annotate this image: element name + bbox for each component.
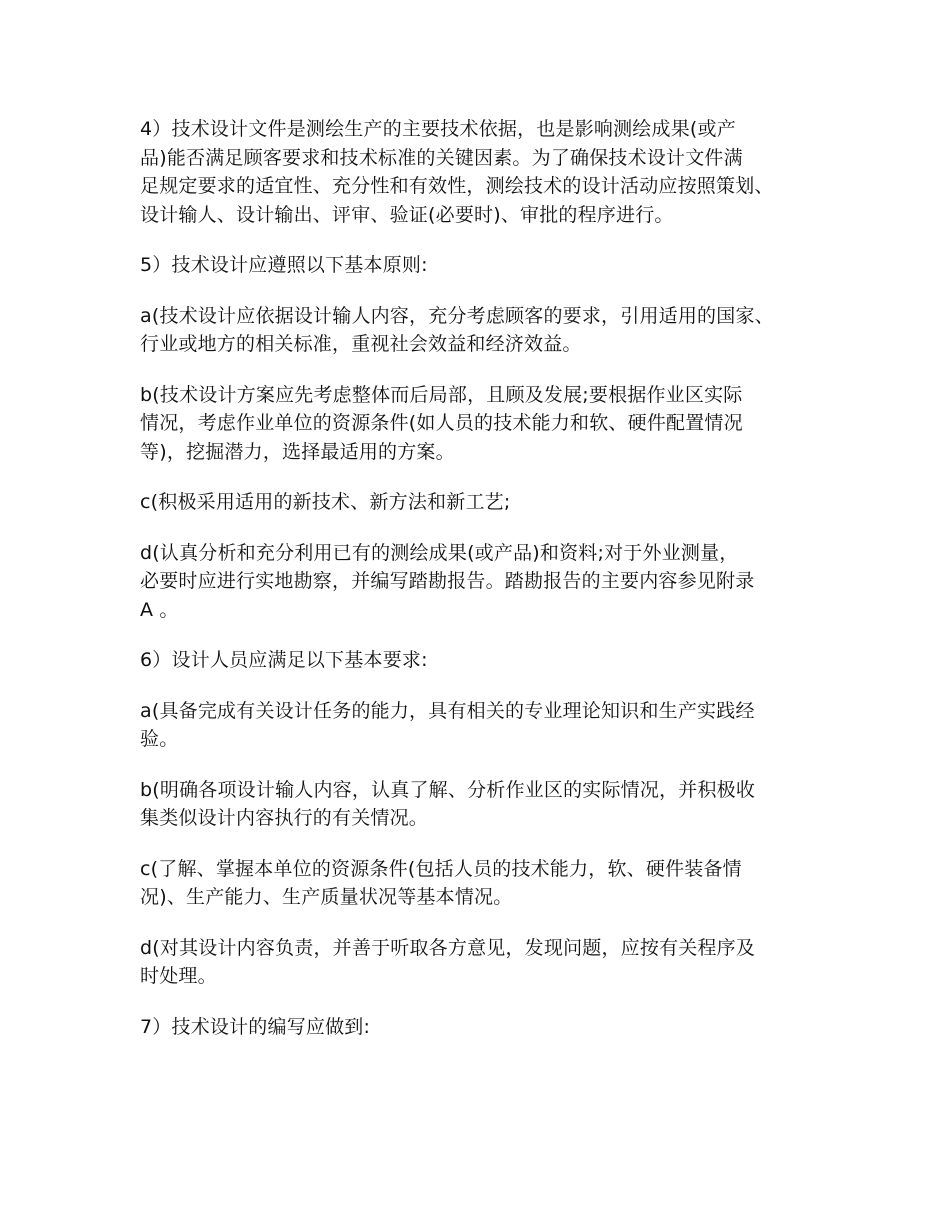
paragraph-5-heading (140, 251, 825, 280)
text-line: d(认真分析和充分利用已有的测绘成果(或产品)和资料;对于外业测量， (140, 541, 739, 564)
text-line: 6）设计人员应满足以下基本要求: (140, 649, 428, 671)
text-line: 足规定要求的适宜性、充分性和有效性，测绘技术的设计活动应按照策划、 (140, 175, 774, 197)
text-line: b(明确各项设计输人内容，认真了解、分析作业区的实际情况，并积极收 (140, 778, 756, 801)
document-page (140, 115, 825, 1063)
paragraph-6b (140, 776, 825, 833)
text-line: c(了解、掌握本单位的资源条件(包括人员的技术能力，软、硬件装备情 (140, 857, 742, 880)
text-line: A 。 (140, 598, 179, 621)
text-line: 况)、生产能力、生产质量状况等基本情况。 (140, 886, 513, 908)
text-line: 情况，考虑作业单位的资源条件(如人员的技术能力和软、硬件配置情况 (140, 412, 743, 434)
paragraph-5a (140, 302, 825, 359)
text-line: d(对其设计内容负责，并善于听取各方意见，发现问题，应按有关程序及 (140, 936, 756, 959)
text-line: 必要时应进行实地勘察，并编写踏勘报告。踏勘报告的主要内容参见附录 (140, 570, 755, 592)
text-line: 行业或地方的相关标准，重视社会效益和经济效益。 (140, 333, 582, 355)
text-line: 集类似设计内容执行的有关情况。 (140, 807, 429, 829)
text-line: c(积极采用适用的新技术、新方法和新工艺; (140, 491, 511, 513)
text-line: 7）技术设计的编写应做到: (140, 1015, 371, 1038)
text-line: 品)能否满足顾客要求和技术标准的关键因素。为了确保技术设计文件满 (140, 146, 743, 169)
paragraph-4 (140, 115, 825, 229)
text-line: 5）技术设计应遵照以下基本原则: (140, 254, 428, 276)
paragraph-7-heading (140, 1013, 825, 1042)
paragraph-6a (140, 697, 825, 754)
text-line: a(技术设计应依据设计输人内容，充分考虑顾客的要求，引用适用的国家、 (140, 304, 774, 327)
text-line: 等)，挖掘潜力，选择最适用的方案。 (140, 440, 455, 463)
paragraph-6c (140, 855, 825, 912)
text-line: 设计输人、设计输出、评审、验证(必要时)、审批的程序进行。 (140, 203, 674, 226)
text-line: 4）技术设计文件是测绘生产的主要技术依据，也是影响测绘成果(或产 (140, 118, 736, 140)
text-line: 验。 (140, 728, 179, 750)
paragraph-5d (140, 539, 825, 625)
paragraph-6d (140, 934, 825, 991)
text-line: 时处理。 (140, 965, 217, 987)
paragraph-6-heading (140, 646, 825, 675)
paragraph-5c (140, 488, 825, 517)
paragraph-5b (140, 381, 825, 467)
text-line: b(技术设计方案应先考虑整体而后局部，且顾及发展;要根据作业区实际 (140, 383, 743, 406)
text-line: a(具备完成有关设计任务的能力，具有相关的专业理论知识和生产实践经 (140, 699, 755, 722)
